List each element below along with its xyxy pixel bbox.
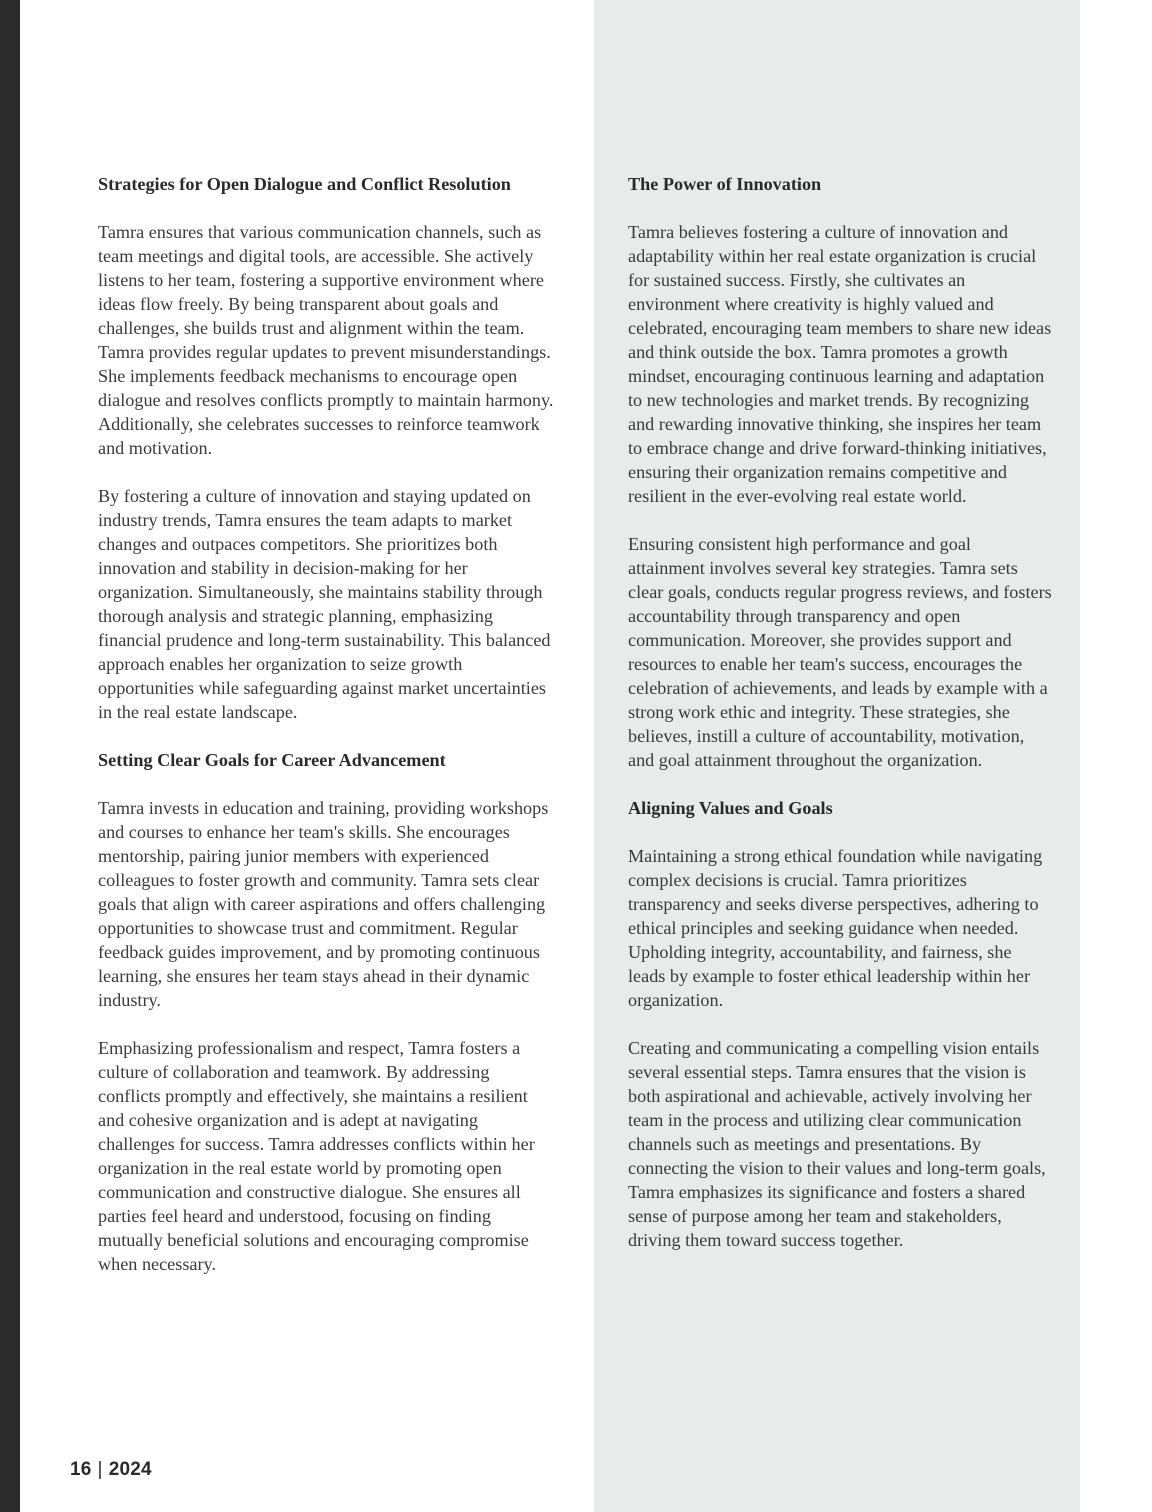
left-column — [98, 172, 556, 1300]
paragraph: Tamra invests in education and training, providing workshops and courses to enhance her team's skills. She encourages mentorship, pairing junior members with experienced colleagues to foster growth and community. Tamra sets clear goals that align with career aspirations and offers challenging opportunities to showcase trust and commitment. Regular feedback guides improvement, and by promoting continuous learning, she ensures her team stays ahead in their dynamic industry. — [98, 798, 549, 1010]
paragraph: Maintaining a strong ethical foundation while navigating complex decisions is crucial. Tamra prioritizes transparency and seeks diverse perspectives, adhering to ethical principles and seeking guidance when needed. Upholding integrity, accountability, and fairness, she leads by example to foster ethical leadership within her organization. — [628, 846, 1043, 1010]
page-spine-bar — [0, 0, 20, 1512]
paragraph: By fostering a culture of innovation and staying updated on industry trends, Tamra ensures the team adapts to market changes and outpaces competitors. She prioritizes both innovation and stability in decision-making for her organization. Simultaneously, she maintains stability through thorough analysis and strategic planning, emphasizing financial prudence and long-term sustainability. This balanced approach enables her organization to seize growth opportunities while safeguarding against market uncertainties in the real estate landscape. — [98, 486, 551, 722]
paragraph: Emphasizing professionalism and respect, Tamra fosters a culture of collaboration and teamwork. By addressing conflicts promptly and effectively, she maintains a resilient and cohesive organization and is adept at navigating challenges for success. Tamra addresses conflicts within her organization in the real estate world by promoting open communication and constructive dialogue. She ensures all parties feel heard and understood, focusing on finding mutually beneficial solutions and encouraging compromise when necessary. — [98, 1038, 535, 1274]
page-number: 16 — [70, 1459, 92, 1480]
paragraph: Tamra believes fostering a culture of innovation and adaptability within her real estate organization is crucial for sustained success. Firstly, she cultivates an environment where creativity is highly valued and celebrated, encouraging team members to share new ideas and think outside the box. Tamra promotes a growth mindset, encouraging continuous learning and adaptation to new technologies and market trends. By recognizing and rewarding innovative thinking, she inspires her team to embrace change and drive forward-thinking initiatives, ensuring their organization remains competitive and resilient in the ever-evolving real estate world. — [628, 222, 1052, 506]
footer-separator: | — [97, 1459, 103, 1480]
section-heading: Aligning Values and Goals — [628, 798, 833, 818]
footer-year: 2024 — [108, 1459, 152, 1480]
section-heading: Strategies for Open Dialogue and Conflict Resolution — [98, 174, 511, 194]
paragraph: Creating and communicating a compelling vision entails several essential steps. Tamra ensures that the vision is both aspirational and achievable, actively involving her team in the process and utilizing clear communication channels such as meetings and presentations. By connecting the vision to their values and long-term goals, Tamra emphasizes its significance and fosters a shared sense of purpose among her team and stakeholders, driving them toward success together. — [628, 1038, 1046, 1250]
paragraph: Ensuring consistent high performance and goal attainment involves several key strategies. Tamra sets clear goals, conducts regular progress reviews, and fosters accountability through transparency and open communication. Moreover, she provides support and resources to enable her team's success, encourages the celebration of achievements, and leads by example with a strong work ethic and integrity. These strategies, she believes, instill a culture of accountability, motivation, and goal attainment throughout the organization. — [628, 534, 1052, 770]
section-heading: Setting Clear Goals for Career Advancement — [98, 750, 446, 770]
right-column — [628, 172, 1052, 1276]
section-heading: The Power of Innovation — [628, 174, 822, 194]
page-footer — [70, 1459, 152, 1481]
paragraph: Tamra ensures that various communication channels, such as team meetings and digital tools, are accessible. She actively listens to her team, fostering a supportive environment where ideas flow freely. By being transparent about goals and challenges, she builds trust and alignment within the team. Tamra provides regular updates to prevent misunderstandings. She implements feedback mechanisms to encourage open dialogue and resolves conflicts promptly to maintain harmony. Additionally, she celebrates successes to reinforce teamwork and motivation. — [98, 222, 554, 458]
